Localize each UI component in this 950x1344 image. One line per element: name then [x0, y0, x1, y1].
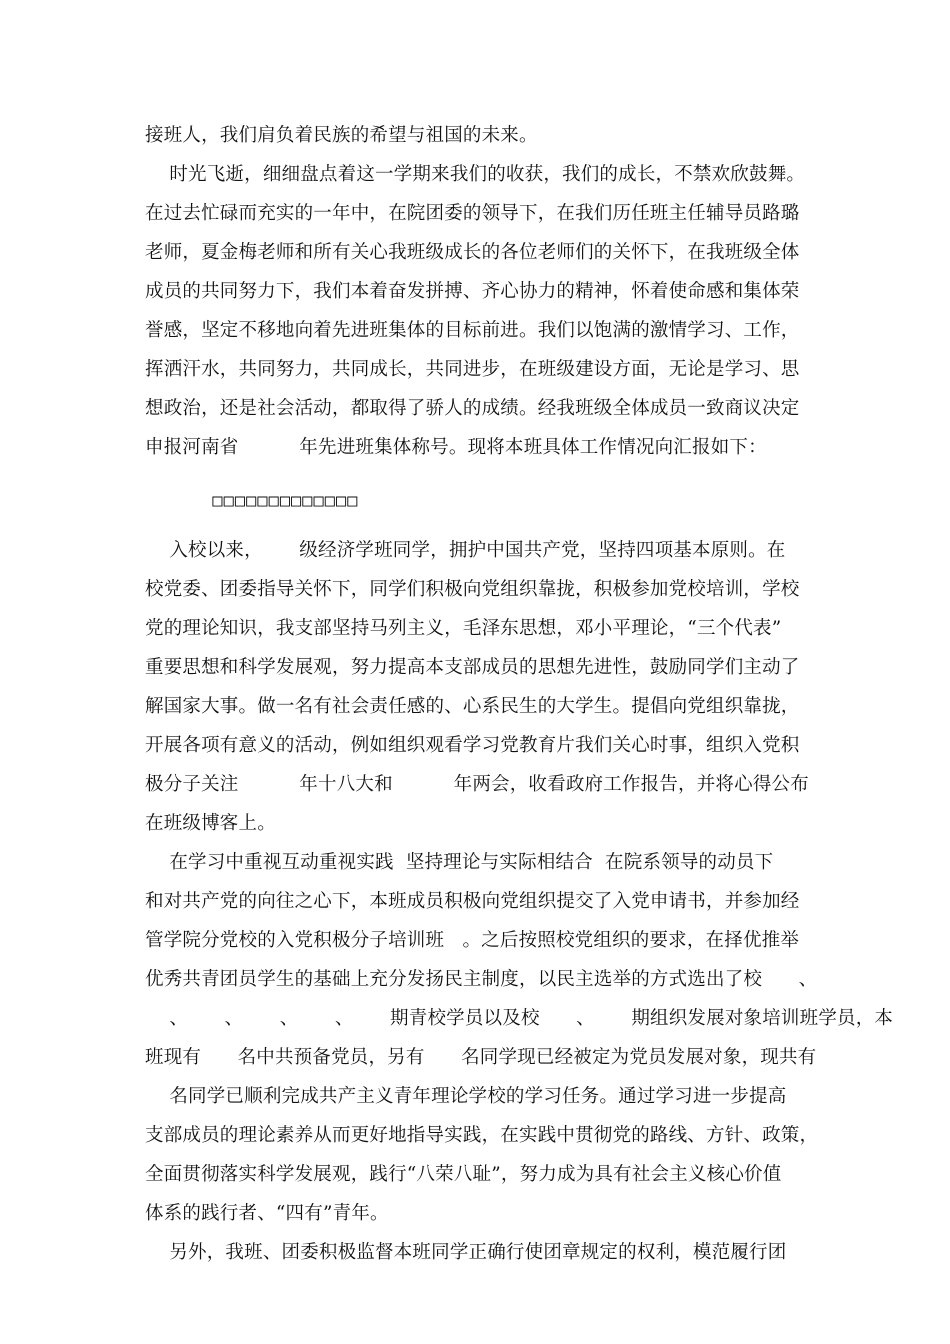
text-line: 名同学已顺利完成共产主义青年理论学校的学习任务。通过学习进一步提高 — [145, 1086, 787, 1107]
text-line: 和对共产党的向往之心下，本班成员积极向党组织提交了入党申请书，并参加经 — [145, 891, 800, 912]
text-line: 入校以来， 级经济学班同学，拥护中国共产党，坚持四项基本原则。在 — [145, 540, 786, 561]
text-line: 在过去忙碌而充实的一年中，在院团委的领导下，在我们历任班主任辅导员路璐 — [145, 203, 800, 224]
text-line: 体系的践行者、“四有”青年。 — [145, 1203, 389, 1224]
text-line: 成员的共同努力下，我们本着奋发拼搏、齐心协力的精神，怀着使命感和集体荣 — [145, 281, 800, 302]
text-line: 支部成员的理论素养从而更好地指导实践，在实践中贯彻党的路线、方针、政策， — [145, 1125, 819, 1146]
text-line: 、 、 、 、 期青校学员以及校 、 期组织发展对象培训班学员，本 — [145, 1008, 894, 1029]
text-line: 接班人，我们肩负着民族的希望与祖国的未来。 — [145, 125, 538, 146]
text-line: 誉感，坚定不移地向着先进班集体的目标前进。我们以饱满的激情学习、工作， — [145, 320, 800, 341]
text-line: 全面贯彻落实科学发展观，践行“八荣八耻”，努力成为具有社会主义核心价值 — [145, 1164, 782, 1185]
text-line: 另外，我班、团委积极监督本班同学正确行使团章规定的权利，模范履行团 — [145, 1242, 787, 1263]
text-line: 在学习中重视互动重视实践 坚持理论与实际相结合 在院系领导的动员下 — [145, 852, 774, 873]
text-line: 开展各项有意义的活动，例如组织观看学习党教育片我们关心时事，组织入党积 — [145, 735, 800, 756]
text-line: 极分子关注 年十八大和 年两会，收看政府工作报告，并将心得公布 — [145, 774, 809, 795]
text-line: 申报河南省 年先进班集体称号。现将本班具体工作情况向汇报如下： — [145, 437, 767, 458]
text-line: 老师，夏金梅老师和所有关心我班级成长的各位老师们的关怀下，在我班级全体 — [145, 242, 800, 263]
text-line: 时光飞逝，细细盘点着这一学期来我们的收获，我们的成长，不禁欢欣鼓舞。 — [145, 164, 806, 185]
text-line: 校党委、团委指导关怀下，同学们积极向党组织靠拢，积极参加党校培训，学校 — [145, 579, 800, 600]
text-line: 在班级博客上。 — [145, 813, 276, 834]
text-line: 优秀共青团员学生的基础上充分发扬民主制度，以民主选举的方式选出了校 、 — [145, 969, 818, 990]
text-line: 解国家大事。做一名有社会责任感的、心系民生的大学生。提倡向党组织靠拢， — [145, 696, 800, 717]
section-heading-placeholder: □□□□□□□□□□□□□ — [145, 491, 359, 511]
text-line: 挥洒汗水，共同努力，共同成长，共同进步，在班级建设方面，无论是学习、思 — [145, 359, 800, 380]
text-line: 管学院分党校的入党积极分子培训班 。之后按照校党组织的要求，在择优推举 — [145, 930, 800, 951]
text-line: 党的理论知识，我支部坚持马列主义，毛泽东思想，邓小平理论，“三个代表” — [145, 618, 782, 639]
text-line: 重要思想和科学发展观，努力提高本支部成员的思想先进性，鼓励同学们主动了 — [145, 657, 800, 678]
text-line: 班现有 名中共预备党员，另有 名同学现已经被定为党员发展对象，现共有 — [145, 1047, 817, 1068]
text-line: 想政治，还是社会活动，都取得了骄人的成绩。经我班级全体成员一致商议决定 — [145, 398, 800, 419]
